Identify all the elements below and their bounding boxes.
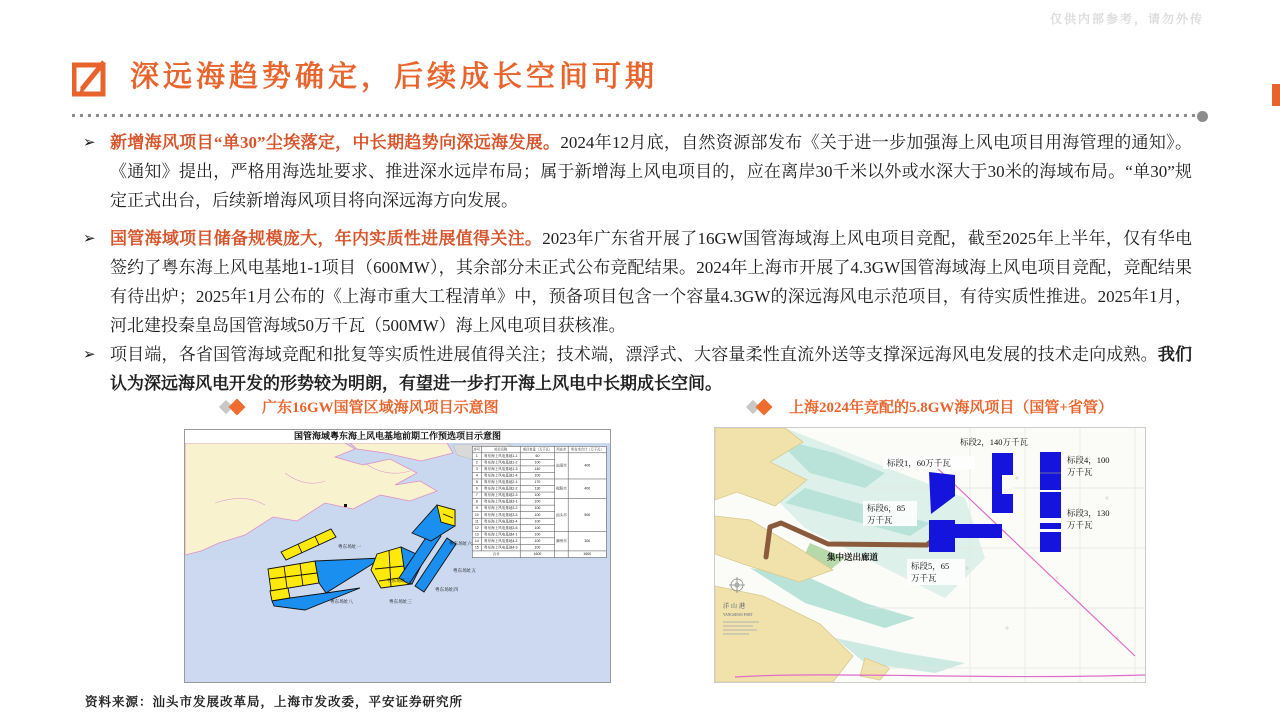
bullet-2 bbox=[73, 224, 1192, 340]
preselect-table-wrap bbox=[472, 446, 607, 558]
segment-4-label2: 万千瓦 bbox=[1067, 467, 1093, 477]
bullet-2-lead: 国管海域项目储备规模庞大，年内实质性进展值得关注。 bbox=[110, 229, 543, 248]
watermark: 仅供内部参考，请勿外传 bbox=[1049, 12, 1204, 26]
divider-end-dot bbox=[1197, 111, 1208, 122]
figure-caption-left-label: 广东16GW国管区域海风项目示意图 bbox=[262, 400, 499, 416]
shanghai-map-figure bbox=[715, 428, 1145, 682]
segment-3-label2: 万千瓦 bbox=[1067, 520, 1093, 530]
source-note: 资料来源：汕头市发展改革局，上海市发改委，平安证券研究所 bbox=[85, 695, 464, 709]
left-map-title: 国管海域粤东海上风电基地前期工作预选项目示意图 bbox=[185, 430, 610, 443]
port-label-en: YANGSHAN PORT bbox=[723, 613, 753, 617]
corridor-label: 集中送出廊道 bbox=[827, 552, 879, 562]
site-label: 粤东场址八 bbox=[330, 599, 353, 604]
edge-accent-tab bbox=[1272, 84, 1280, 106]
site-label: 粤东场址六 bbox=[449, 541, 472, 546]
page-title: 深远海趋势确定，后续成长空间可期 bbox=[130, 61, 659, 93]
block-segment-3c bbox=[1040, 532, 1061, 552]
diamond-bullet-icon bbox=[218, 399, 252, 415]
block-segment-3a bbox=[1040, 492, 1061, 518]
block-segment-1b bbox=[929, 520, 955, 552]
block-segment-4 bbox=[1040, 452, 1061, 490]
bullet-arrow-icon: ➢ bbox=[83, 231, 96, 247]
site-label: 粤东场址五 bbox=[453, 568, 476, 573]
site-label: 粤东场址三 bbox=[389, 599, 412, 604]
preselect-table: 序号 项目名称 项目容量（万千瓦） 所在市 所在市合计（万千瓦） 1 粤东海上风电基地1-1 60 汕尾市 400 2 粤东海上风电基地1-2 100 3 粤东海上风电基地1-3 140 4 粤东海上风电基地1-4 100 5 粤东海上风电基地2-1 170 揭阳市 400 6 粤东海上风电基地2-2 130 7 粤东海上风电基地2-3 100 8 粤东海上风电基地3-1 100 汕头市 500 9 粤东海上风电基地3-2 100 10 粤东海上风电基地3-3 100 11 粤东海上风电基地3-4 100 12 粤东海上风电基地3-5 100 13 粤东海上风电基地4-1 100 潮州市 300 14 粤东海上风电基地4-2 100 15 粤东海上风电基地4-3 100 合计 1600 1600 bbox=[472, 446, 607, 558]
bullet-3-tail: 我们认为深远海风电开发的形势较为明朗，有望进一步打开海上风电中长期成长空间。 bbox=[110, 345, 1193, 393]
bullet-3-body: 项目端，各省国管海域竞配和批复等实质性进展值得关注；技术端，漂浮式、大容量柔性直流外送等支撑深远海风电发展的技术走向成熟。 bbox=[110, 345, 1158, 364]
segment-6-label: 标段6，85 bbox=[867, 503, 906, 513]
block-segment-3b bbox=[1040, 523, 1061, 529]
guangdong-map-figure bbox=[185, 430, 610, 682]
segment-2-label: 标段2，140万千瓦 bbox=[960, 437, 1029, 447]
title-divider bbox=[72, 114, 1196, 117]
block-segment-6 bbox=[955, 524, 1002, 538]
diamond-bullet-icon bbox=[745, 399, 779, 415]
port-label: 洋山港 bbox=[723, 604, 748, 610]
figure-caption-right bbox=[745, 396, 1113, 417]
bullet-arrow-icon: ➢ bbox=[83, 347, 96, 363]
city-marker bbox=[344, 504, 347, 507]
bullet-2-body: 2023年广东省开展了16GW国管海域海上风电项目竞配，截至2025年上半年，仅有华电签约了粤东海上风电基地1-1项目（600MW），其余部分未正式公布竞配结果。2024年上海市开展了4.3GW国管海域海上风电项目竞配，竞配结果有待出炉；2025年1月公布的《上海市重大工程清单》中，预备项目包含一个容量4.3GW的深远海风电示范项目，有待实质性推进。2025年1月，河北建投秦皇岛国管海域50万千瓦（500MW）海上风电项目获核准。 bbox=[110, 229, 1192, 335]
segment-5-label: 标段5，65 bbox=[911, 561, 950, 571]
pencil-icon bbox=[72, 57, 112, 97]
segment-4-label: 标段4，100 bbox=[1067, 455, 1110, 465]
bullet-1 bbox=[73, 128, 1192, 215]
bullet-3 bbox=[73, 340, 1192, 398]
bullet-1-lead: 新增海风项目“单30”尘埃落定，中长期趋势向深远海发展。 bbox=[110, 133, 561, 152]
shanghai-chart bbox=[715, 428, 1145, 682]
segment-5-label2: 万千瓦 bbox=[911, 573, 937, 583]
bullet-1-body: 2024年12月底，自然资源部发布《关于进一步加强海上风电项目用海管理的通知》。《通知》提出，严格用海选址要求、推进深水远岸布局；属于新增海上风电项目的，应在离岸30千米以外或水深大于30米的海域布局。“单30”规定正式出台，后续新增海风项目将向深远海方向发展。 bbox=[110, 133, 1192, 210]
diamond-orange-icon bbox=[756, 398, 773, 415]
segment-3-label: 标段3，130 bbox=[1067, 508, 1110, 518]
site-label: 粤东场址二 bbox=[387, 578, 410, 583]
bullet-arrow-icon: ➢ bbox=[83, 135, 96, 151]
site-label: 粤东场址四 bbox=[435, 587, 458, 592]
segment-1-label: 标段1，60万千瓦 bbox=[887, 458, 951, 468]
site-label: 粤东场址一 bbox=[338, 544, 361, 549]
figure-caption-left bbox=[218, 396, 499, 417]
diamond-orange-icon bbox=[229, 398, 246, 415]
segment-6-label2: 万千瓦 bbox=[867, 515, 893, 525]
figure-caption-right-label: 上海2024年竞配的5.8GW海风项目（国管+省管） bbox=[789, 400, 1113, 416]
